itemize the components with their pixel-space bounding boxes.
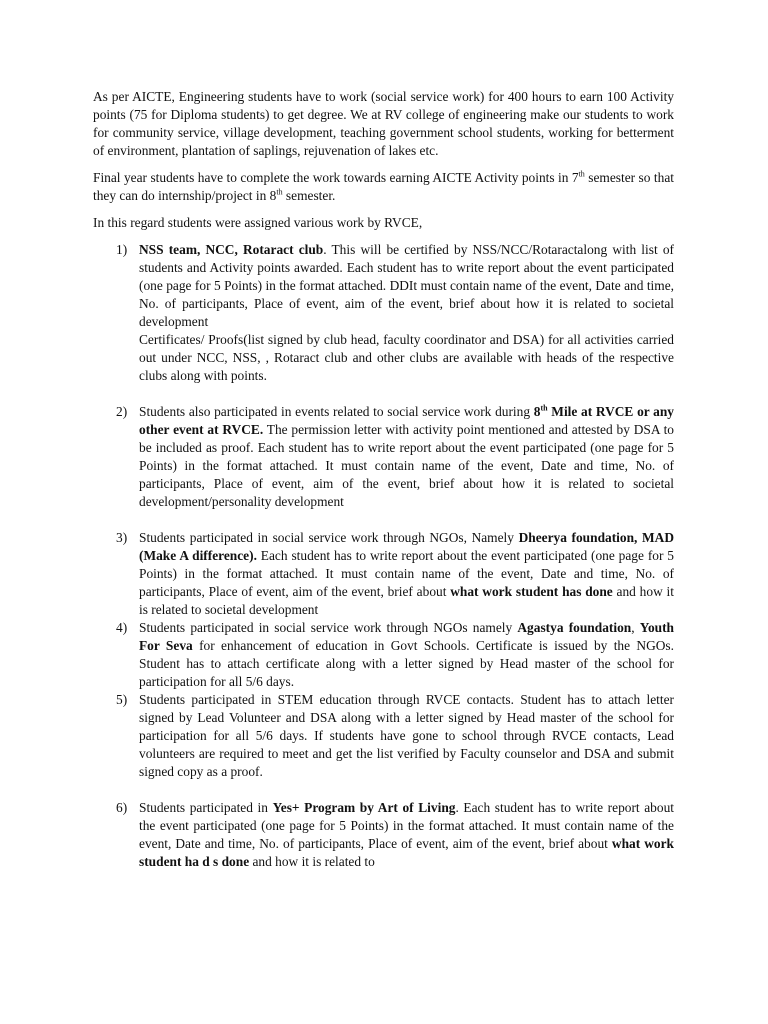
final-year-paragraph: Final year students have to complete the work towards earning AICTE Activity points in 7th semester so that they can do internship/project in 8th semester.: [93, 169, 674, 203]
list-item: 5) Students participated in STEM education through RVCE contacts. Student has to attach letter signed by Lead Volunteer and DSA along with a letter signed by Head master of the school for participation for all 5/6 days. If students have gone to school through RVCE contacts, Lead volunteers are required to meet and get the list verified by Faculty counselor and DSA and submit signed copy as a proof.: [116, 692, 674, 779]
list-number: 6): [116, 800, 128, 815]
activity-list: [93, 241, 674, 871]
list-number: 2): [116, 404, 128, 419]
list-item: 6) Students participated in Yes+ Program by Art of Living. Each student has to write report about the event participated (one page for 5 Points) in the format attached. It must contain name of the event, Date and time, No. of participants, Place of event, aim of the event, brief about what work student ha d s done and how it is related to: [116, 800, 674, 869]
list-number: 5): [116, 692, 128, 707]
list-item: 3) Students participated in social service work through NGOs, Namely Dheerya foundation, MAD (Make A difference). Each student has to write report about the event participated (one page for 5 Points) in the format attached. It must contain name of the event, Date and time, No. of participants, Place of event, aim of the event, brief about what work student has done and how it is related to societal development: [116, 530, 675, 617]
list-item: 2) Students also participated in events related to social service work during 8th Mile at RVCE or any other event at RVCE. The permission letter with activity point mentioned and attested by DSA to be included as proof. Each student has to write report about the event participated (one page for 5 Points) in the format attached. It must contain name of the event, Date and time, No. of participants, Place of event, aim of the event, brief about how it is related to societal development/personality development: [116, 403, 675, 509]
document-body: [93, 88, 674, 871]
list-item: 1) NSS team, NCC, Rotaract club. This will be certified by NSS/NCC/Rotaractalong with list of students and Activity points awarded. Each student has to write report about the event participated (one page for 5 Points) in the format attached. DDIt must contain name of the event, Date and time, No. of participants, Place of event, aim of the event, brief about how it is related to societal development Certificates/ Proofs(list signed by club head, faculty coordinator and DSA) for all activities carried out under NCC, NSS, , Rotaract club and other clubs are available with heads of the respective clubs along with points.: [116, 242, 674, 383]
list-number: 4): [116, 620, 128, 635]
assignment-paragraph: In this regard students were assigned various work by RVCE,: [93, 215, 423, 230]
intro-paragraph: As per AICTE, Engineering students have to work (social service work) for 400 hours to earn 100 Activity points (75 for Diploma students) to get degree. We at RV college of engineering make our students to work for community service, village development, teaching government school students, working for betterment of environment, plantation of saplings, rejuvenation of lakes etc.: [93, 89, 674, 158]
list-number: 3): [116, 530, 128, 545]
list-item: 4) Students participated in social service work through NGOs namely Agastya foundation, Youth For Seva for enhancement of education in Govt Schools. Certificate is issued by the NGOs. Student has to attach certificate along with a letter signed by Head master of the school for participation for all 5/6 days.: [116, 620, 674, 689]
list-number: 1): [116, 242, 128, 257]
certificates-note: Certificates/ Proofs(list signed by club head, faculty coordinator and DSA) for all activities carried out under NCC, NSS, , Rotaract club and other clubs are available with heads of the respective clubs along with points.: [139, 332, 674, 383]
